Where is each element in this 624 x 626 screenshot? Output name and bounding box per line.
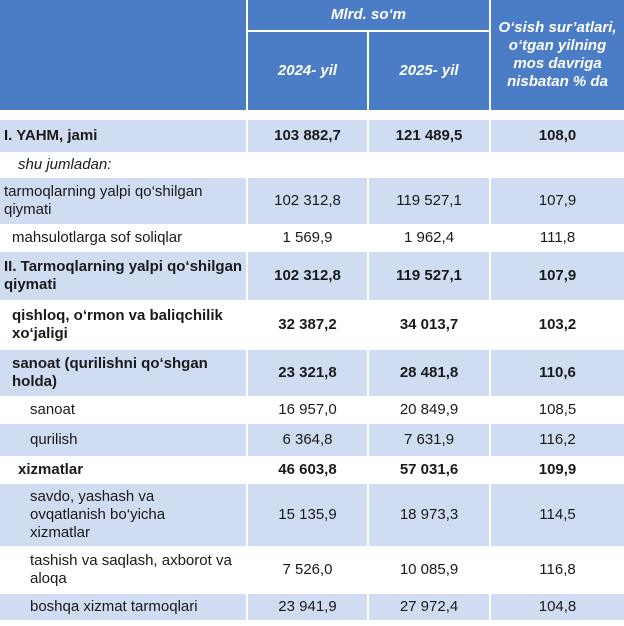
value-2025: 34 013,7 (367, 300, 489, 350)
value-2024: 102 312,8 (246, 178, 367, 224)
value-2024: 1 569,9 (246, 224, 367, 252)
header-growth: O‘sish sur’atlari, o‘tgan yilning mos davriga nisbatan % da (489, 0, 624, 110)
value-2025: 28 481,8 (367, 350, 489, 396)
value-2025: 18 973,3 (367, 484, 489, 546)
growth-value: 116,8 (489, 546, 624, 594)
table-row (0, 456, 624, 484)
value-2024: 7 526,0 (246, 546, 367, 594)
row-label: I. YAHM, jami (0, 120, 246, 152)
growth-value: 110,6 (489, 350, 624, 396)
row-label: tarmoqlarning yalpi qo‘shilgan qiymati (0, 178, 246, 224)
row-label: shu jumladan: (0, 152, 246, 178)
growth-value: 111,8 (489, 224, 624, 252)
row-label: qurilish (0, 424, 246, 456)
table-row (0, 252, 624, 300)
value-2024: 6 364,8 (246, 424, 367, 456)
header-year-2024: 2024- yil (246, 32, 367, 110)
value-2025: 1 962,4 (367, 224, 489, 252)
table-row (0, 424, 624, 456)
value-2024: 23 941,9 (246, 594, 367, 620)
growth-value: 107,9 (489, 178, 624, 224)
table-row (0, 484, 624, 546)
row-label: mahsulotlarga sof soliqlar (0, 224, 246, 252)
value-2024: 102 312,8 (246, 252, 367, 300)
table-row (0, 152, 624, 178)
growth-value: 108,5 (489, 396, 624, 424)
growth-value: 108,0 (489, 120, 624, 152)
value-2025: 57 031,6 (367, 456, 489, 484)
row-label: boshqa xizmat tarmoqlari (0, 594, 246, 620)
table-row (0, 350, 624, 396)
table-row (0, 546, 624, 594)
value-2024: 46 603,8 (246, 456, 367, 484)
value-2025: 119 527,1 (367, 252, 489, 300)
value-2024: 16 957,0 (246, 396, 367, 424)
row-label: qishloq, o‘rmon va baliqchilik xo‘jaligi (0, 300, 246, 350)
table-row (0, 178, 624, 224)
table-row (0, 224, 624, 252)
growth-value: 103,2 (489, 300, 624, 350)
row-label: savdo, yashash va ovqatlanish bo‘yicha xizmatlar (0, 484, 246, 546)
header-year-2025: 2025- yil (367, 32, 489, 110)
row-label: sanoat (0, 396, 246, 424)
growth-value: 104,8 (489, 594, 624, 620)
value-2025: 20 849,9 (367, 396, 489, 424)
value-2025: 27 972,4 (367, 594, 489, 620)
table-row (0, 120, 624, 152)
header-unit: Mlrd. so‘m (246, 0, 489, 32)
table-row (0, 594, 624, 620)
row-label: tashish va saqlash, axborot va aloqa (0, 546, 246, 594)
growth-value: 107,9 (489, 252, 624, 300)
row-label: II. Tarmoqlarning yalpi qo‘shilgan qiymati (0, 252, 246, 300)
value-2024: 15 135,9 (246, 484, 367, 546)
table-row (0, 300, 624, 350)
growth-value: 114,5 (489, 484, 624, 546)
value-2025: 121 489,5 (367, 120, 489, 152)
value-2024: 23 321,8 (246, 350, 367, 396)
row-label: sanoat (qurilishni qo‘shgan holda) (0, 350, 246, 396)
value-2024: 103 882,7 (246, 120, 367, 152)
table-row (0, 396, 624, 424)
header-blank (0, 0, 246, 110)
row-label: xizmatlar (0, 456, 246, 484)
value-2025: 7 631,9 (367, 424, 489, 456)
growth-value: 116,2 (489, 424, 624, 456)
growth-value: 109,9 (489, 456, 624, 484)
value-2025: 119 527,1 (367, 178, 489, 224)
value-2025: 10 085,9 (367, 546, 489, 594)
value-2024: 32 387,2 (246, 300, 367, 350)
